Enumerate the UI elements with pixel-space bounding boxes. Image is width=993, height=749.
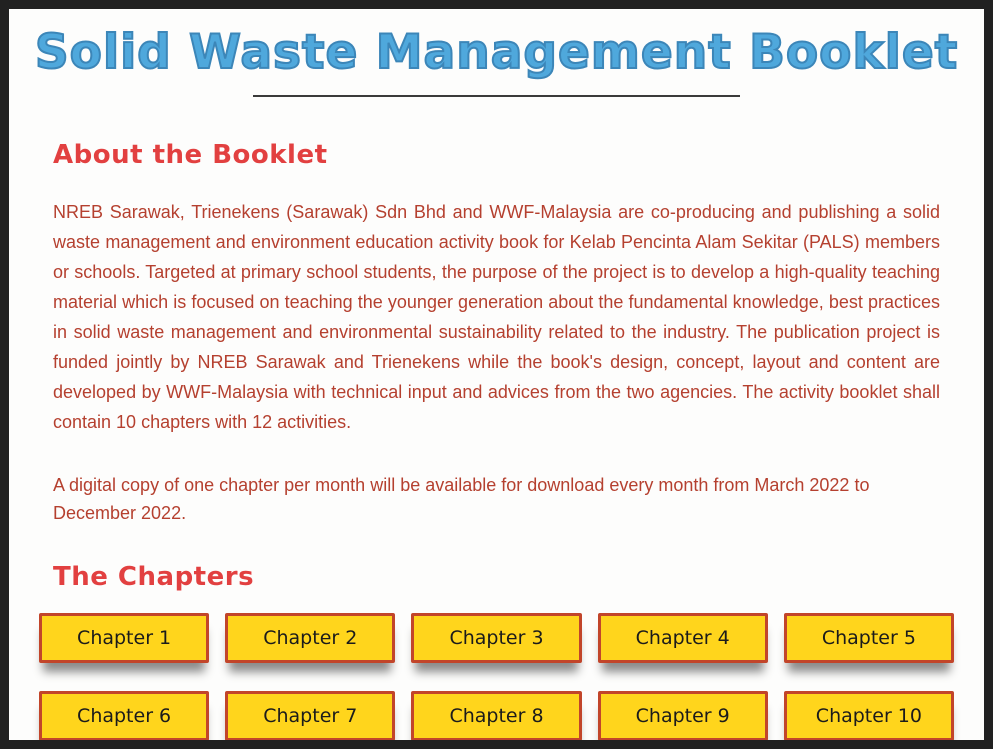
- chapter-button-2[interactable]: Chapter 2: [225, 613, 395, 663]
- chapter-button-3[interactable]: Chapter 3: [411, 613, 581, 663]
- about-heading: About the Booklet: [53, 140, 328, 170]
- about-paragraph: NREB Sarawak, Trienekens (Sarawak) Sdn Bhd and WWF-Malaysia are co-producing and publishing a solid waste management and environment education activity book for Kelab Pencinta Alam Sekitar (PALS) members or schools. Targeted at primary school students, the purpose of the project is to develop a high-quality teaching material which is focused on teaching the younger generation about the fundamental knowledge, best practices in solid waste management and environmental sustainability related to the industry. The publication project is funded jointly by NREB Sarawak and Trienekens while the book's design, concept, layout and content are developed by WWF-Malaysia with technical input and advices from the two agencies. The activity booklet shall contain 10 chapters with 12 activities.: [53, 202, 940, 432]
- chapter-button-10[interactable]: Chapter 10: [784, 691, 954, 741]
- about-section: [9, 139, 984, 527]
- chapter-button-6[interactable]: Chapter 6: [39, 691, 209, 741]
- chapter-button-7[interactable]: Chapter 7: [225, 691, 395, 741]
- chapters-section: [9, 561, 984, 741]
- chapter-button-8[interactable]: Chapter 8: [411, 691, 581, 741]
- page-title: Solid Waste Management Booklet: [34, 25, 959, 80]
- page-header: [9, 25, 984, 97]
- chapter-button-9[interactable]: Chapter 9: [598, 691, 768, 741]
- chapter-button-5[interactable]: Chapter 5: [784, 613, 954, 663]
- chapter-button-1[interactable]: Chapter 1: [39, 613, 209, 663]
- title-underline: [253, 95, 740, 97]
- chapter-grid: [39, 613, 954, 741]
- chapter-button-4[interactable]: Chapter 4: [598, 613, 768, 663]
- chapters-heading: The Chapters: [53, 562, 255, 592]
- schedule-note: A digital copy of one chapter per month will be available for download every month from March 2022 to December 2022.: [53, 475, 870, 523]
